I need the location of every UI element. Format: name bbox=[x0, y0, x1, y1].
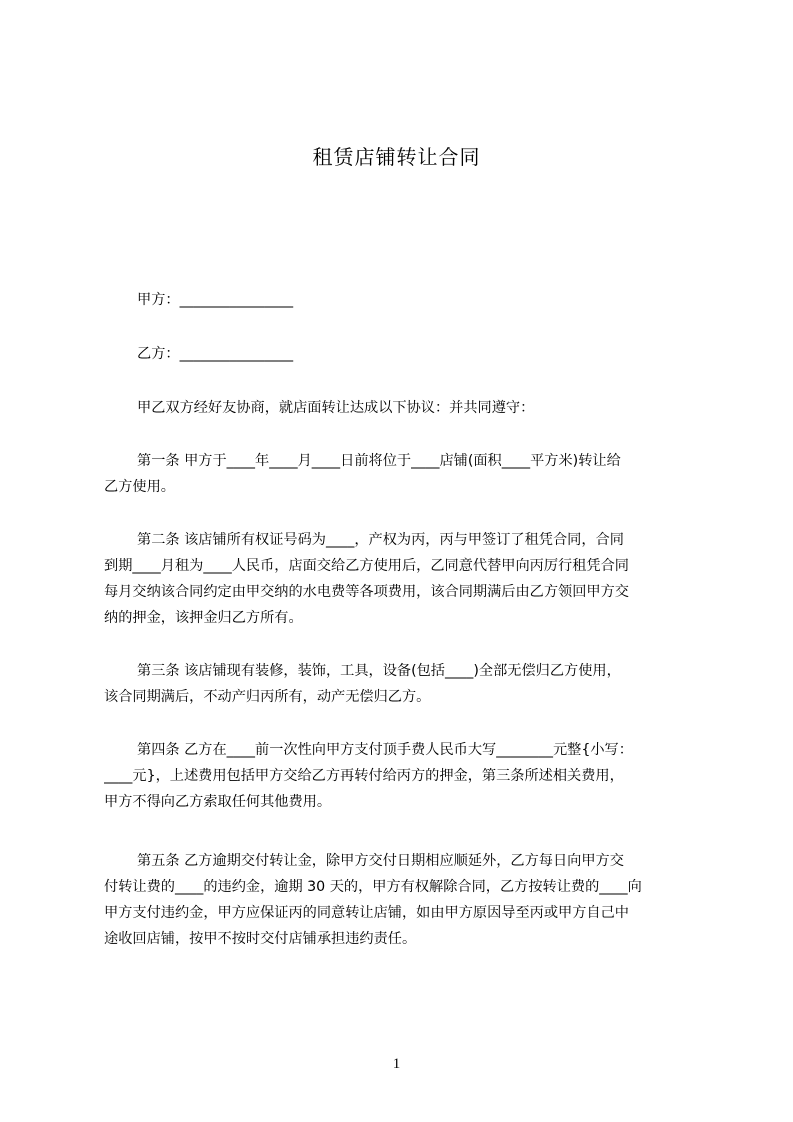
article-line: 第一条 甲方于____年____月____日前将位于____店铺(面积____平方米)转让给 bbox=[137, 453, 621, 469]
article-line: 第四条 乙方在____前一次性向甲方支付顶手费人民币大写________元整{小写： bbox=[137, 742, 633, 758]
article-line: 第二条 该店铺所有权证号码为____，产权为丙，丙与甲签订了租凭合同，合同 bbox=[137, 532, 624, 548]
article-line: 乙方使用。 bbox=[104, 479, 175, 495]
article-line: 甲方支付违约金，甲方应保证丙的同意转让店铺，如由甲方原因导至丙或甲方自己中 bbox=[104, 905, 629, 921]
article-line: ____元}，上述费用包括甲方交给乙方再转付给丙方的押金，第三条所述相关费用， bbox=[104, 768, 624, 784]
article-4 bbox=[104, 737, 700, 815]
article-line: 付转让费的____的违约金，逾期 30 天的，甲方有权解除合同，乙方按转让费的____向 bbox=[104, 879, 642, 895]
article-1 bbox=[104, 448, 700, 500]
article-3 bbox=[104, 658, 700, 710]
article-line: 纳的押金，该押金归乙方所有。 bbox=[104, 610, 303, 626]
party-a-line bbox=[104, 287, 733, 313]
party-b-text: 乙方：________________ bbox=[137, 346, 294, 362]
page-number: 1 bbox=[392, 1056, 401, 1072]
article-2 bbox=[104, 527, 700, 631]
article-line: 到期____月租为____人民币，店面交给乙方使用后，乙同意代替甲向丙厉行租凭合同 bbox=[104, 558, 629, 574]
intro-paragraph bbox=[104, 395, 733, 421]
party-a-text: 甲方：________________ bbox=[137, 292, 294, 308]
document-title: 租赁店铺转让合同 bbox=[312, 145, 481, 169]
article-line: 每月交纳该合同约定由甲交纳的水电费等各项费用，该合同期满后由乙方领回甲方交 bbox=[104, 584, 629, 600]
article-line: 途收回店铺，按甲不按时交付店铺承担违约责任。 bbox=[104, 931, 417, 947]
article-line: 第三条 该店铺现有装修，装饰，工具，设备(包括____)全部无偿归乙方使用， bbox=[137, 663, 621, 679]
party-b-line bbox=[104, 341, 733, 367]
article-line: 第五条 乙方逾期交付转让金，除甲方交付日期相应顺延外，乙方每日向甲方交 bbox=[137, 853, 624, 869]
article-line: 该合同期满后，不动产归丙所有，动产无偿归乙方。 bbox=[104, 689, 431, 705]
intro-text: 甲乙双方经好友协商，就店面转让达成以下协议：并共同遵守： bbox=[137, 400, 535, 416]
article-5 bbox=[104, 848, 700, 952]
article-line: 甲方不得向乙方索取任何其他费用。 bbox=[104, 794, 332, 810]
